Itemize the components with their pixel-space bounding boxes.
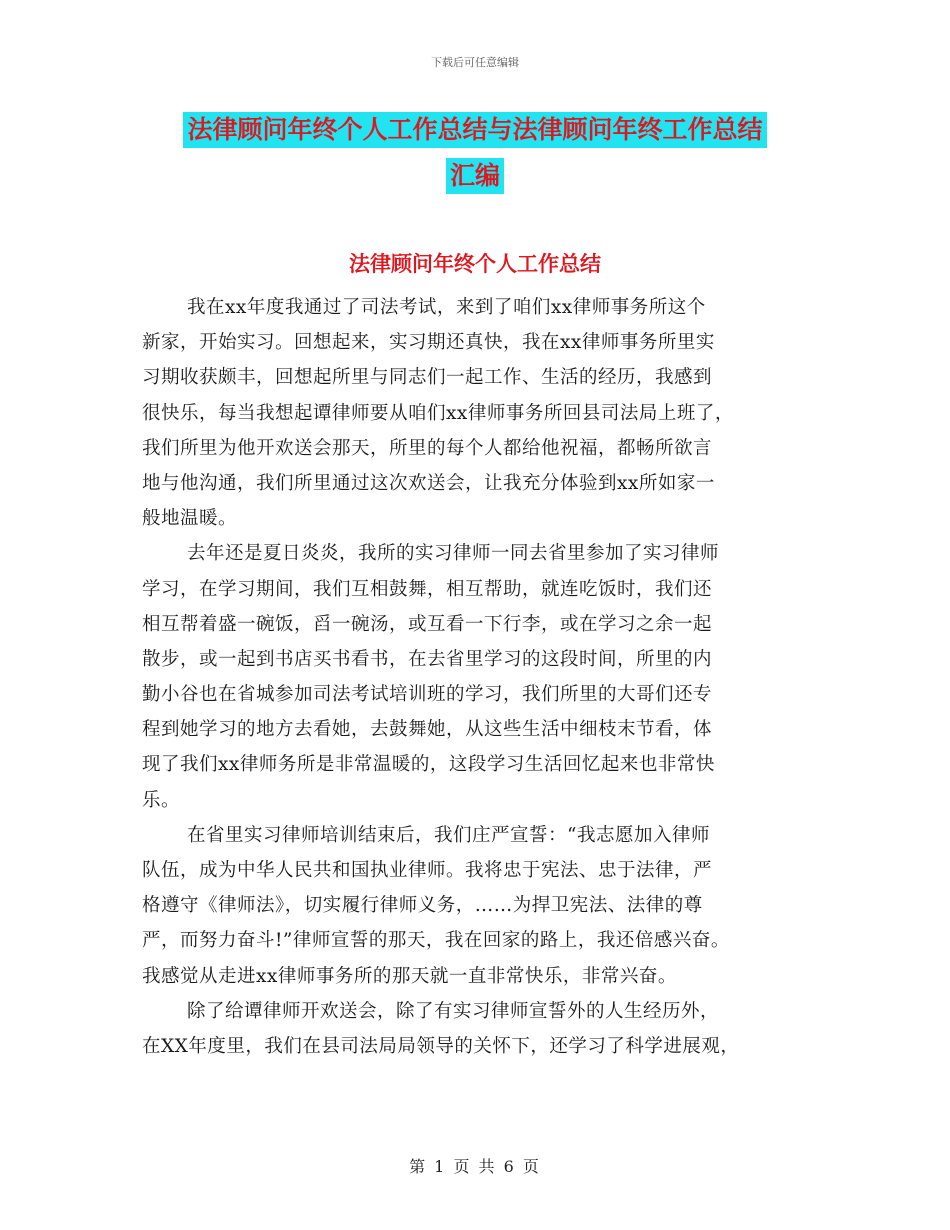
body-line: 去年还是夏日炎炎，我所的实习律师一同去省里参加了实习律师 — [187, 543, 720, 565]
body-line: 新家，开始实习。回想起来，实习期还真快，我在xx律师事务所里实 — [142, 332, 715, 354]
body-line: 格遵守《律师法》，切实履行律师义务，……为捍卫宪法、法律的尊 — [142, 895, 703, 917]
page-footer: 第 1 页 共 6 页 — [409, 1157, 541, 1176]
body-line: 我在xx年度我通过了司法考试，来到了咱们xx律师事务所这个 — [187, 297, 706, 318]
body-line: 乐。 — [142, 789, 181, 811]
body-line: 严，而努力奋斗!”律师宣誓的那天，我在回家的路上，我还倍感兴奋。 — [142, 930, 730, 952]
body-line: 除了给谭律师开欢送会，除了有实习律师宣誓外的人生经历外， — [187, 1000, 720, 1022]
body-text — [142, 290, 812, 1064]
page-header-note: 下载后可任意编辑 — [431, 56, 519, 69]
body-line: 散步，或一起到书店买书看书，在去省里学习的这段时间，所里的内 — [142, 648, 713, 670]
body-line: 我们所里为他开欢送会那天，所里的每个人都给他祝福，都畅所欲言 — [142, 437, 713, 459]
body-line: 很快乐，每当我想起谭律师要从咱们xx律师事务所回县司法局上班了， — [142, 402, 734, 424]
body-line: 习期收获颇丰，回想起所里与同志们一起工作、生活的经历，我感到 — [142, 367, 713, 389]
section-heading: 法律顾问年终个人工作总结 — [349, 252, 601, 276]
body-line: 我感觉从走进xx律师事务所的那天就一直非常快乐，非常兴奋。 — [142, 965, 677, 987]
body-line: 勤小谷也在省城参加司法考试培训班的学习，我们所里的大哥们还专 — [142, 684, 713, 706]
body-line: 在XX年度里，我们在县司法局局领导的关怀下，还学习了科学进展观， — [142, 1035, 740, 1057]
body-line: 程到她学习的地方去看她，去鼓舞她，从这些生活中细枝末节看，体 — [142, 719, 713, 741]
body-line: 般地温暖。 — [142, 508, 238, 530]
body-line: 现了我们xx律师务所是非常温暖的，这段学习生活回忆起来也非常快 — [142, 754, 715, 776]
title-line-1: 法律顾问年终个人工作总结与法律顾问年终工作总结 — [183, 112, 766, 148]
body-line: 学习，在学习期间，我们互相鼓舞，相互帮助，就连吃饭时，我们还 — [142, 578, 713, 600]
body-line: 队伍，成为中华人民共和国执业律师。我将忠于宪法、忠于法律，严 — [142, 860, 713, 881]
body-line: 相互帮着盛一碗饭，舀一碗汤，或互看一下行李，或在学习之余一起 — [142, 613, 713, 635]
title-line-2: 汇编 — [446, 158, 504, 194]
body-line: 在省里实习律师培训结束后，我们庄严宣誓：“我志愿加入律师 — [187, 824, 710, 846]
body-line: 地与他沟通，我们所里通过这次欢送会，让我充分体验到xx所如家一 — [142, 472, 715, 494]
document-title — [0, 112, 950, 194]
